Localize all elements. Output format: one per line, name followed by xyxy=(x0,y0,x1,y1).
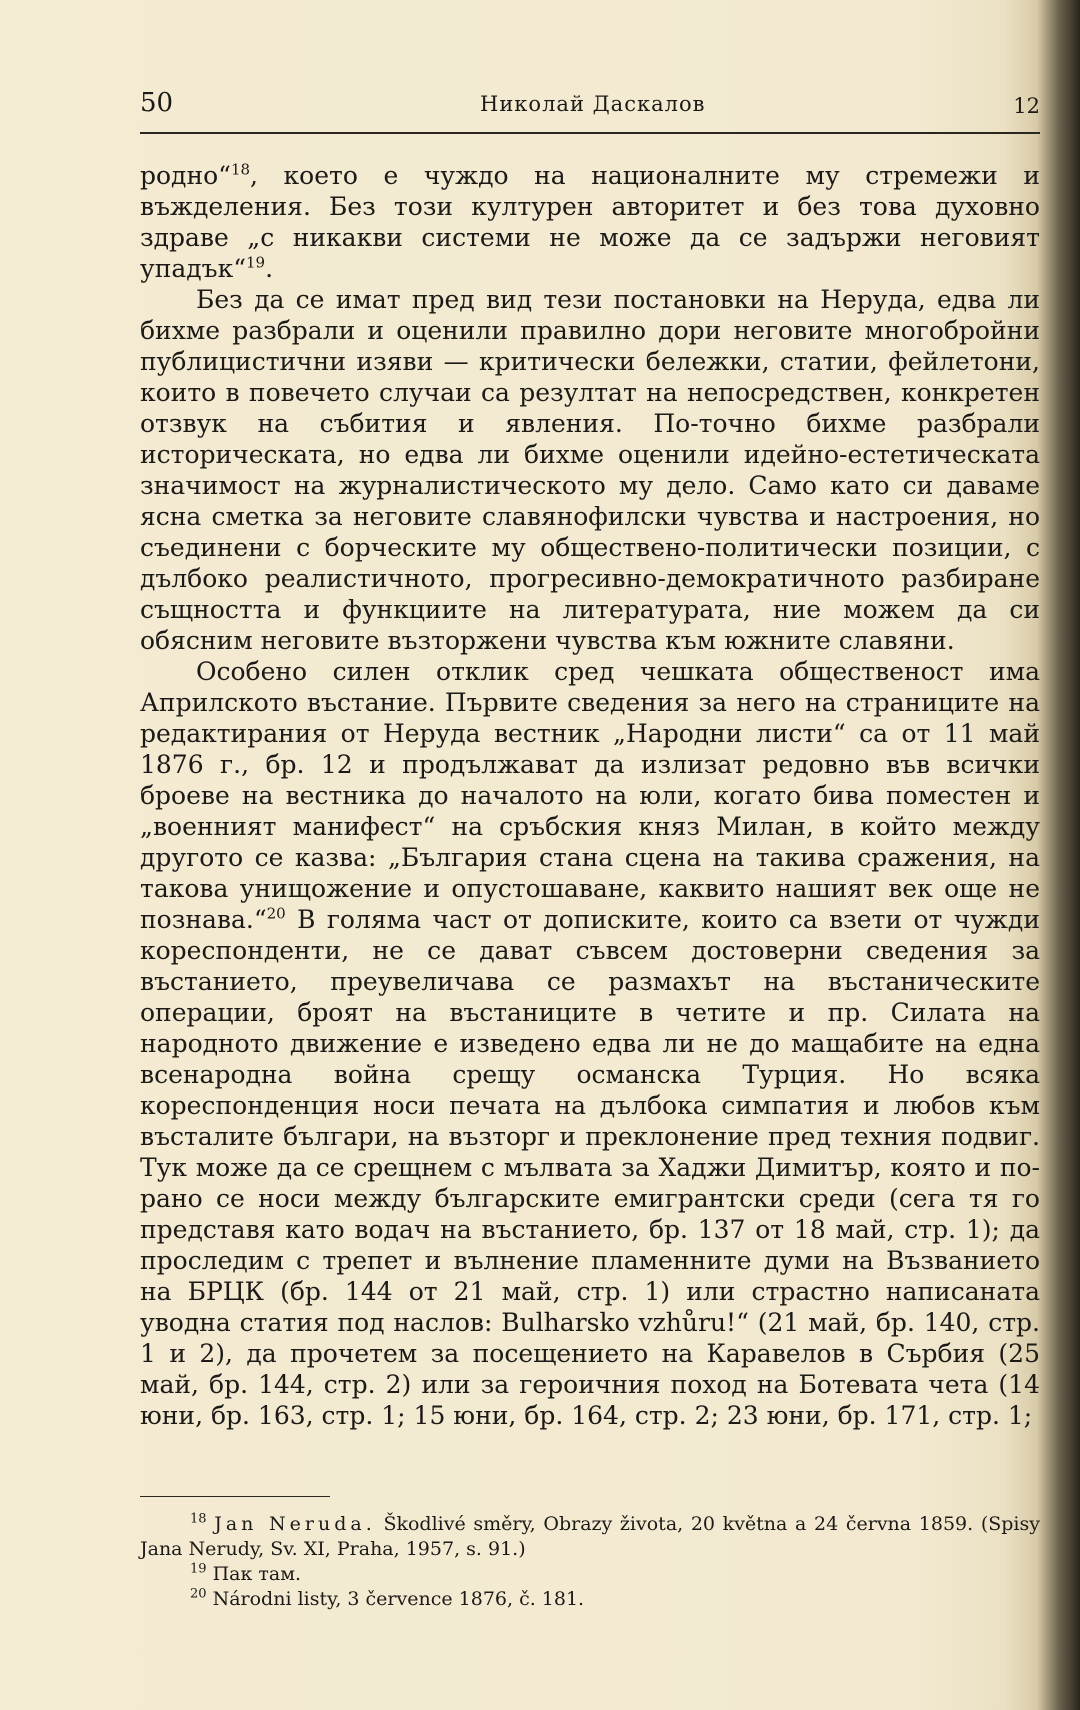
footnote-ref-19: 19 xyxy=(245,253,266,272)
body-text xyxy=(140,160,1040,1431)
page-header xyxy=(140,88,1040,126)
footnote-18: $^{18}$ Jan Neruda. Škodlivé směry, Obrazy života, 20 května a 24 června 1859. (Spisy Jana Nerudy, Sv. XI, Praha, 1957, s. 91.) xyxy=(140,1511,1040,1560)
running-head: Николай Даскалов xyxy=(480,92,706,116)
footnote-ref-20: 20 xyxy=(266,904,286,923)
page-number: 50 xyxy=(140,88,174,118)
header-rule xyxy=(140,132,1040,134)
paragraph-3: Особено силен отклик сред чешката общественост има Априлското въстание. Първите сведения за него на страниците на редактирания от Неруда вестник „Народни листи“ са от 11 май 1876 г., бр. 12 и продължават да излизат редовно във всички броеве на вестника до началото на юли, когато бива поместен и „военният манифест“ на сръбския княз Милан, в който между другото се казва: „България стана сцена на такива сражения, на такова унищожение и опустошаване, каквито нашият век още не познава.“$^{20}$ В голяма част от дописките, които са взети от чужди кореспонденти, не се дават съвсем достоверни сведения за въстанието, преувеличава се размахът на въстаническите операции, броят на въстаниците в четите и пр. Силата на народното движение е изведено едва ли не до мащабите на една всенародна война срещу османска Турция. Но всяка кореспонденция носи печата на дълбока симпатия и любов към въсталите българи, на възторг и преклонение пред техния подвиг. Тук може да се срещнем с мълвата за Хаджи Димитър, която и по-рано се носи между българските емигрантски среди (сега тя го представя като водач на въстанието, бр. 137 от 18 май, стр. 1); да проследим с трепет и вълнение пламенните думи на Възванието на БРЦК (бр. 144 от 21 май, стр. 1) или страстно написаната уводна статия под наслов: Bulharsko vzhůru!“ (21 май, бр. 140, стр. 1 и 2), да прочетем за посещението на Каравелов в Сърбия (25 май, бр. 144, стр. 2) или за героичния поход на Ботевата чета (14 юни, бр. 163, стр. 1; 15 юни, бр. 164, стр. 2; 23 юни, бр. 171, стр. 1; xyxy=(140,657,1040,1430)
paragraph-2: Без да се имат пред вид тези постановки на Неруда, едва ли бихме разбрали и оценили правилно дори неговите многобройни публицистични изяви — критически бележки, статии, фейлетони, които в повечето случаи са резултат на непосредствен, конкретен отзвук на събития и явления. По-точно бихме разбрали историческата, но едва ли бихме оценили идейно-естетическата значимост на журналистическото му дело. Само като си даваме ясна сметка за неговите славянофилски чувства и настроения, но съединени с борческите му обществено-политически позиции, с дълбоко реалистичното, прогресивно-демократичното разбиране същността и функциите на литературата, ние можем да си обясним неговите възторжени чувства към южните славяни. xyxy=(140,285,1040,655)
paragraph-1: родно“$^{18}$, което е чуждо на националните му стремежи и въжделения. Без този културен авторитет и без това духовно здраве „с никакви системи не може да се задържи неговият упадък“$^{19}$. xyxy=(140,160,1040,283)
footnotes xyxy=(140,1512,1040,1612)
footnote-rule xyxy=(140,1496,330,1497)
footnote-20: $^{20}$ Národni listy, 3 července 1876, č. 181. xyxy=(190,1586,585,1610)
chapter-number: 12 xyxy=(1013,94,1040,118)
footnote-19: $^{19}$ Пак там. xyxy=(190,1561,302,1585)
footnote-ref-18: 18 xyxy=(230,160,251,179)
